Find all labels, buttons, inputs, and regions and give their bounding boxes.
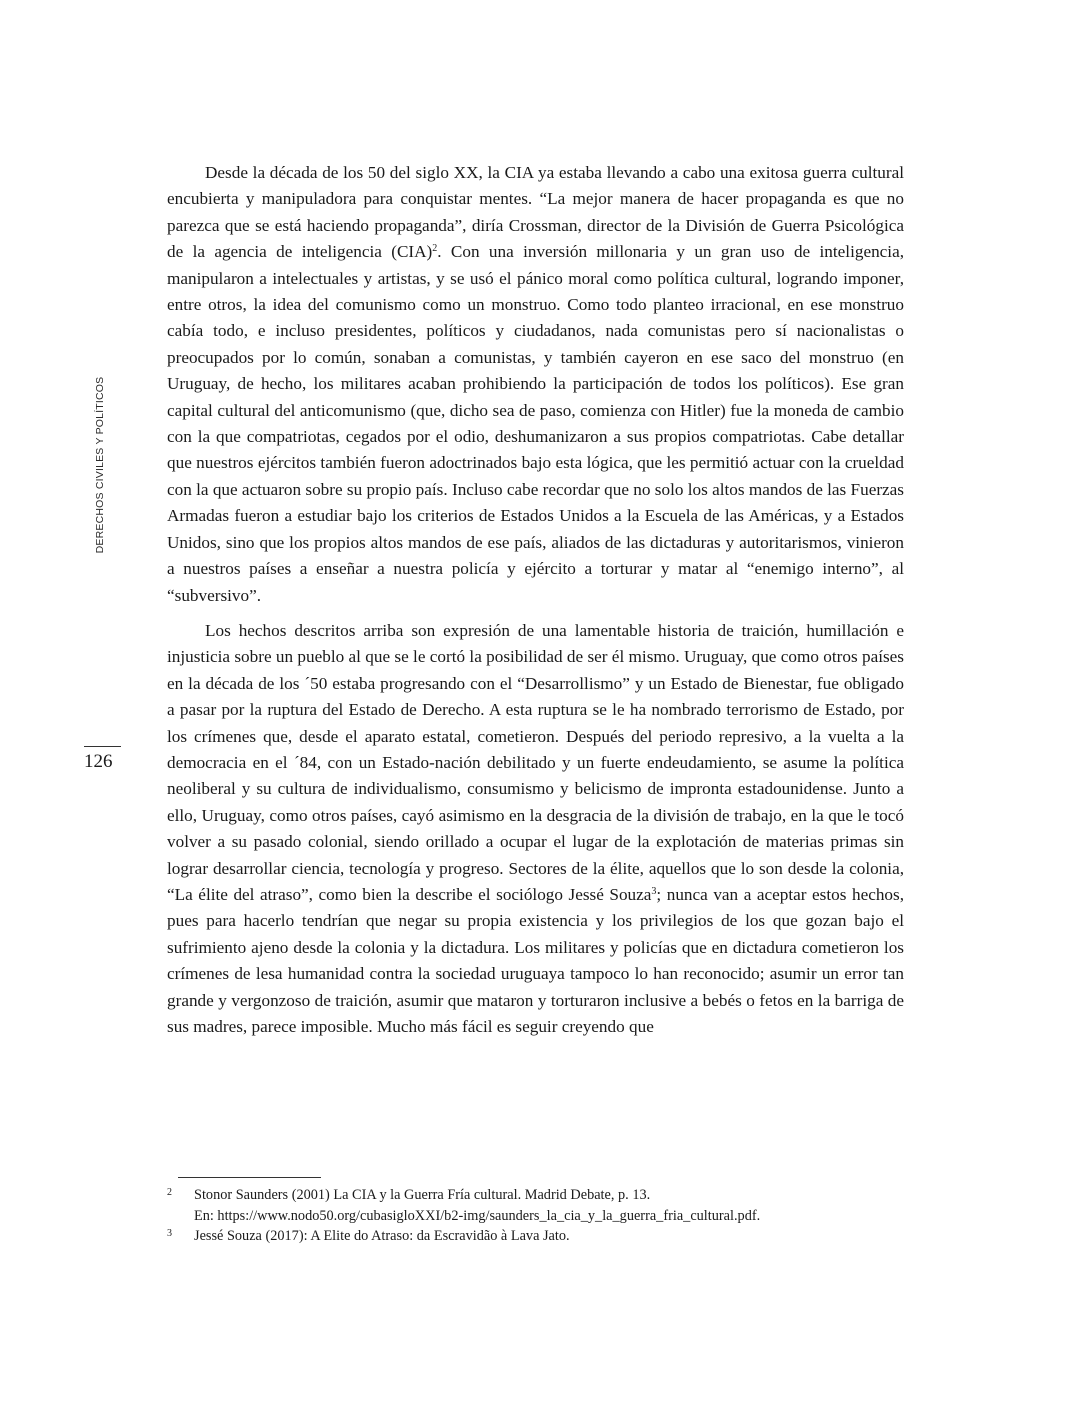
paragraph-text: . Con una inversión millonaria y un gran uso de inteligencia, manipularon a intelectuales y artistas, y se usó el pánico moral como política cultural, logrando imponer, entre otros, la idea del comunismo como un monstruo. Como todo planteo irracional, en ese monstruo cabía todo, e incluso presidentes, políticos y ciudadanos, nada comunistas pero sí nacionalistas o preocupados por lo común, sonaban a comunistas, y también cayeron en ese saco del monstruo (en Uruguay, de hecho, los militares acaban prohibiendo la participación de todos los políticos). Ese gran capital cultural del anticomunismo (que, dicho sea de paso, comienza con Hitler) fue la moneda de cambio con la que compatriotas, cegados por el odio, deshumanizaron a sus propios compatriotas. Cabe detallar que nuestros ejércitos también fueron adoctrinados bajo esta lógica, que les permitió actuar con la crueldad con la que actuaron sobre su propio país. Incluso cabe recordar que no solo los altos mandos de las Fuerzas Armadas fueron a estudiar bajo los criterios de Estados Unidos a la Escuela de las Américas, y a Estados Unidos, sino que los propios altos mandos de ese país, aliados de las dictaduras y autoritarismos, vinieron a nuestros países a enseñar a nuestra policía y ejército a torturar y matar al “enemigo interno”, al “subversivo”.	[167, 242, 904, 605]
running-head: DERECHOS CIVILES Y POLÍTICOS	[94, 376, 106, 554]
footnote-reference: 3	[651, 885, 657, 897]
page-number-rule	[84, 746, 121, 747]
footnote-text: Stonor Saunders (2001) La CIA y la Guerra Fría cultural. Madrid Debate, p. 13.	[194, 1187, 651, 1203]
paragraph-text: Desde la década de los 50 del siglo XX, la CIA ya estaba llevando a cabo una exitosa guerra cultural encubierta y manipuladora para conquistar mentes. “La mejor manera de hacer propaganda es que no parezca que se está haciendo propaganda”, diría Crossman, director de la División de Guerra Psicológica de la agencia de inteligencia (CIA)	[167, 163, 904, 262]
paragraph-text: ; nunca van a aceptar estos hechos, pues para hacerlo tendrían que negar su propia existencia y los privilegios de los que gozan bajo el sufrimiento ajeno desde la colonia y la dictadura. Los militares y policías que en dictadura cometieron los crímenes de lesa humanidad contra la sociedad uruguaya tampoco lo han reconocido; asumir un error tan grande y vergonzoso de traición, asumir que mataron y torturaron inclusive a bebés o fetos en la barriga de sus madres, parece imposible. Mucho más fácil es seguir creyendo que	[167, 884, 904, 1036]
paragraph	[167, 618, 904, 1041]
footnotes	[167, 1185, 904, 1247]
paragraph	[167, 160, 904, 609]
paragraph-text: Los hechos descritos arriba son expresión de una lamentable historia de traición, humillación e injusticia sobre un pueblo al que se le cortó la posibilidad de ser él mismo. Uruguay, que como otros países en la década de los ´50 estaba progresando con el “Desarrollismo” y un Estado de Bienestar, fue obligado a pasar por la ruptura del Estado de Derecho. A esta ruptura se le ha nombrado terrorismo de Estado, por los crímenes que, desde el aparato estatal, cometieron. Después del periodo represivo, a la vuelta a la democracia en el ´84, con un Estado-nación debilitado y un fuerte endeudamiento, se asume la política neoliberal y su cultura de individualismo, consumismo y belicismo de impronta estadounidense. Junto a ello, Uruguay, como otros países, cayó asimismo en la desgracia de la división de trabajo, en la que le tocó volver a su pasado colonial, siendo orillado a ocupar el lugar de la explotación de materias primas sin lograr desarrollar ciencia, tecnología y progreso. Sectores de la élite, aquellos que lo son desde la colonia, “La élite del atraso”, como bien la describe el sociólogo Jessé Souza	[167, 620, 904, 904]
footnote-number: 3	[167, 1228, 172, 1239]
footnote-rule	[178, 1177, 321, 1178]
footnote-text: Jessé Souza (2017): A Elite do Atraso: da Escravidão à Lava Jato.	[194, 1228, 570, 1244]
footnote-link[interactable]: En: https://www.nodo50.org/cubasigloXXI/b2-img/saunders_la_cia_y_la_guerra_fria_cultural.pdf.	[194, 1207, 761, 1224]
body-text	[167, 160, 904, 1049]
footnote-reference: 2	[432, 243, 438, 255]
footnote-number: 2	[167, 1187, 172, 1198]
footnote	[167, 1226, 904, 1247]
page-number: 126	[84, 751, 113, 772]
footnote	[167, 1185, 904, 1226]
